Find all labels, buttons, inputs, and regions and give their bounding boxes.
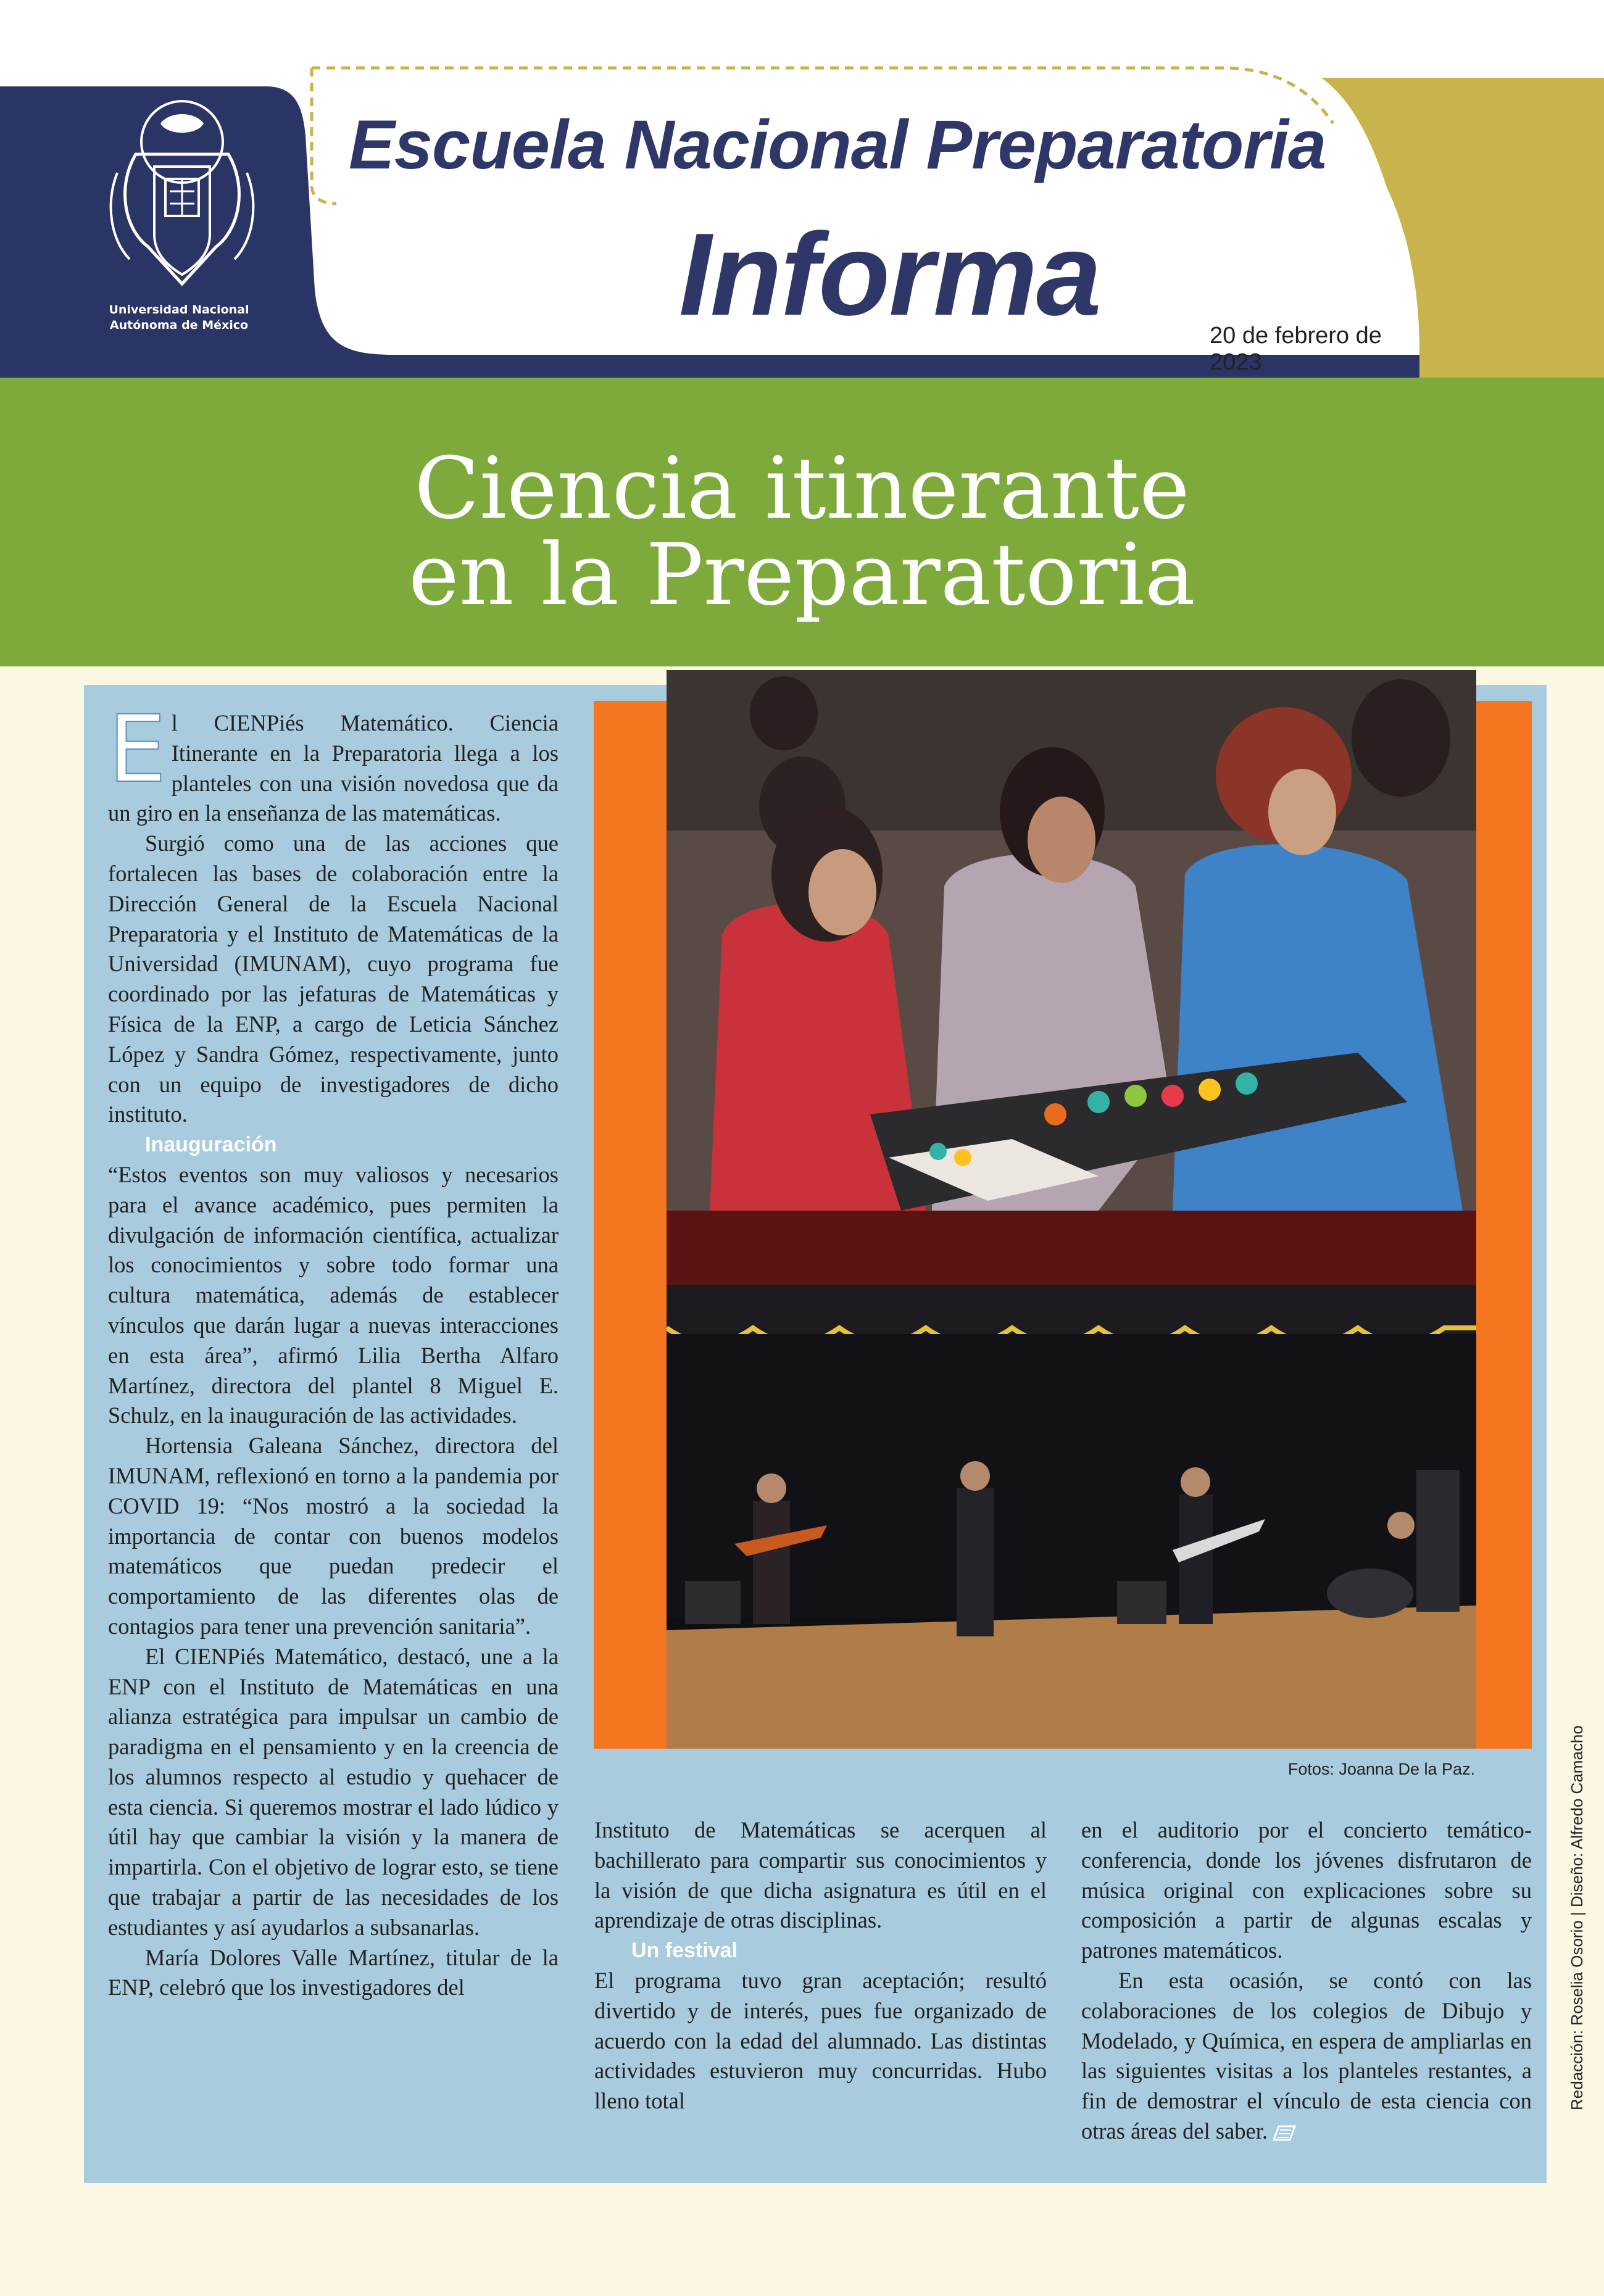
article-paragraph: El CIENPiés Matemático, destacó, une a la ENP con el Instituto de Matemáticas en una alianza estratégica para impulsar un cambio de paradigma en el pensamiento y en la creencia de los alumnos respecto al estudio y quehacer de esta ciencia. Si queremos mostrar el lado lúdico y útil hay que cambiar la visión y la manera de impartirla. Con el objetivo de lograr esto, se tiene que trabajar a partir de las necesidades de los estudiantes y así ayudarlos a subsanarlas. — [108, 1643, 559, 1940]
article-title-line2: en la Preparatoria — [409, 525, 1195, 624]
title-band — [0, 378, 1604, 666]
article-title — [0, 439, 1604, 624]
masthead-title: Escuela Nacional Preparatoria — [349, 106, 1326, 183]
article-paragraph: El programa tuvo gran aceptación; resultó divertido y de interés, pues fue organizado de acuerdo con la edad del alumnado. Las distintas actividades estuvieron muy concurridas. Hubo lleno total — [594, 1967, 1047, 2114]
unam-line2: Autónoma de México — [109, 318, 249, 332]
masthead-subtitle: Informa — [679, 209, 1100, 340]
article-title-line1: Ciencia itinerante — [414, 439, 1190, 538]
editorial-credit: Redacción: Roselia Osorio | Diseño: Alfredo Camacho — [1568, 1725, 1586, 2110]
masthead — [0, 0, 1604, 378]
unam-line1: Universidad Nacional — [109, 303, 249, 317]
article-paragraph: “Estos eventos son muy valiosos y necesarios para el avance académico, pues permiten la divulgación de información científica, actualizar los conocimientos y sobre todo formar una cultura matemática, además de establecer vínculos que darán lugar a nuevas interacciones en esta área”, afirmó Lilia Bertha Alfaro Martínez, directora del plantel 8 Miguel E. Schulz, en la inauguración de las actividades. — [108, 1161, 559, 1428]
article-column-3 — [1081, 1815, 1532, 2147]
photo-credit: Fotos: Joanna De la Paz. — [1287, 1760, 1475, 1778]
concert-stage-photo — [667, 1211, 1476, 1749]
unam-wordmark — [86, 302, 272, 333]
issue-date: 20 de febrero de 2023 — [1210, 323, 1382, 375]
unam-crest-icon — [93, 99, 272, 296]
article-paragraph: Instituto de Matemáticas se acerquen al bachillerato para compartir sus conocimientos y la visión de que dicha asignatura es útil en el aprendizaje de otras disciplinas. — [594, 1817, 1047, 1933]
article-paragraph — [108, 696, 559, 829]
article-column-2 — [594, 1815, 1047, 2116]
article-paragraph: en el auditorio por el concierto temático-conferencia, donde los jóvenes disfrutaron de música original con explicaciones sobre su composición a partir de algunas escalas y patrones matemáticos. — [1081, 1817, 1532, 1963]
students-math-game-photo — [667, 670, 1476, 1211]
article-paragraph: Hortensia Galeana Sánchez, directora del IMUNAM, reflexionó en torno a la pandemia por COVID 19: “Nos mostró a la sociedad la importancia de contar con buenos modelos matemáticos que puedan predecir el comportamiento de las diferentes olas de contagios para tener una prevención sanitaria”. — [108, 1433, 559, 1639]
section-heading-festival: Un festival — [631, 1939, 738, 1963]
drop-cap: E — [108, 696, 167, 803]
article-paragraph: Surgió como una de las acciones que fortalecen las bases de colaboración entre la Dirección General de la Escuela Nacional Preparatoria y el Instituto de Matemáticas de la Universidad (IMUNAM), cuyo programa fue coordinado por las jefaturas de Matemáticas y Física de la ENP, a cargo de Leticia Sánchez López y Sandra Gómez, respectivamente, junto con un equipo de investigadores de dicho instituto. — [108, 831, 559, 1127]
enp-end-mark-icon — [1273, 2124, 1296, 2141]
article-closing-text: En esta ocasión, se contó con las colaboraciones de los colegios de Dibujo y Modelado, y Química, en espera de ampliarlas en las siguientes visitas a los planteles restantes, a fin de demostrar el vínculo de esta ciencia con otras áreas del saber. — [1081, 1967, 1532, 2144]
article-paragraph: María Dolores Valle Martínez, titular de la ENP, celebró que los investigadores del — [108, 1944, 559, 2000]
article-lead-text: l CIENPiés Matemático. Ciencia Itinerante en la Preparatoria llega a los planteles con una visión novedosa que da un giro en la enseñanza de las matemáticas. — [108, 710, 559, 826]
article-paragraph — [1081, 1966, 1532, 2147]
article-column-1 — [108, 696, 559, 2003]
section-heading-inauguracion: Inauguración — [145, 1133, 277, 1157]
